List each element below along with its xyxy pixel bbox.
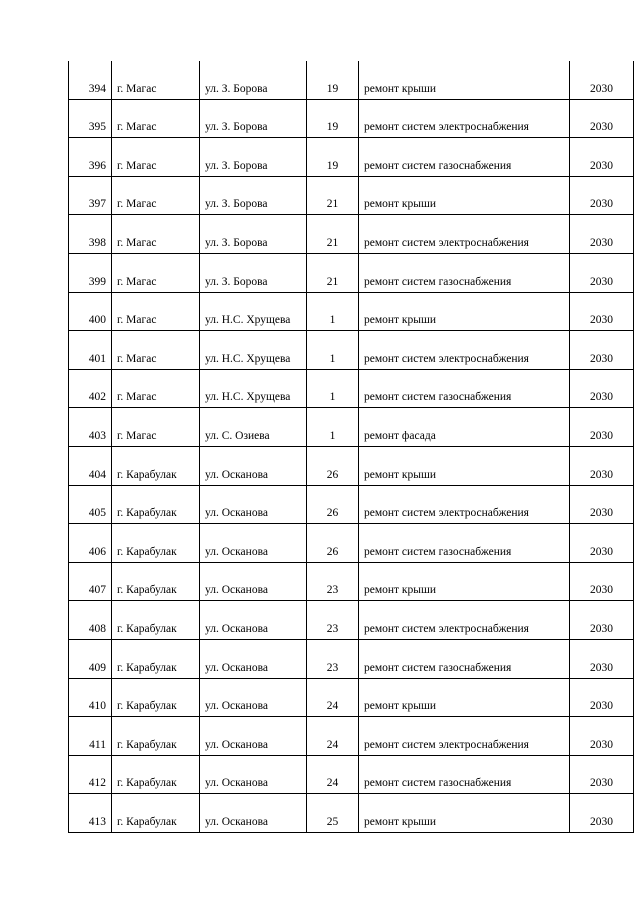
work-type-cell: ремонт систем электроснабжения: [359, 215, 570, 254]
house-number-cell: 1: [307, 369, 359, 408]
table-row: [69, 678, 634, 717]
table-body: [69, 61, 634, 832]
row-number-cell: 400: [69, 292, 112, 331]
city-cell: г. Карабулак: [112, 717, 200, 756]
row-number-cell: 395: [69, 99, 112, 138]
work-type-cell: ремонт систем электроснабжения: [359, 331, 570, 370]
work-type-cell: ремонт систем газоснабжения: [359, 639, 570, 678]
row-number-cell: 412: [69, 755, 112, 794]
house-number-cell: 1: [307, 292, 359, 331]
city-cell: г. Магас: [112, 99, 200, 138]
row-number-cell: 396: [69, 138, 112, 177]
year-cell: 2030: [570, 639, 634, 678]
row-number-cell: 402: [69, 369, 112, 408]
street-cell: ул. Н.С. Хрущева: [200, 292, 307, 331]
street-cell: ул. З. Борова: [200, 99, 307, 138]
year-cell: 2030: [570, 601, 634, 640]
city-cell: г. Магас: [112, 176, 200, 215]
city-cell: г. Магас: [112, 215, 200, 254]
city-cell: г. Карабулак: [112, 485, 200, 524]
year-cell: 2030: [570, 678, 634, 717]
year-cell: 2030: [570, 292, 634, 331]
row-number-cell: 397: [69, 176, 112, 215]
work-type-cell: ремонт систем электроснабжения: [359, 601, 570, 640]
year-cell: 2030: [570, 717, 634, 756]
street-cell: ул. З. Борова: [200, 138, 307, 177]
house-number-cell: 25: [307, 794, 359, 833]
house-number-cell: 21: [307, 176, 359, 215]
row-number-cell: 403: [69, 408, 112, 447]
year-cell: 2030: [570, 99, 634, 138]
table-row: [69, 369, 634, 408]
street-cell: ул. Осканова: [200, 639, 307, 678]
house-number-cell: 24: [307, 755, 359, 794]
table-row: [69, 215, 634, 254]
table-row: [69, 755, 634, 794]
work-type-cell: ремонт фасада: [359, 408, 570, 447]
year-cell: 2030: [570, 755, 634, 794]
city-cell: г. Карабулак: [112, 639, 200, 678]
table-row: [69, 794, 634, 833]
year-cell: 2030: [570, 794, 634, 833]
row-number-cell: 406: [69, 524, 112, 563]
table-row: [69, 485, 634, 524]
work-type-cell: ремонт крыши: [359, 794, 570, 833]
house-number-cell: 1: [307, 408, 359, 447]
year-cell: 2030: [570, 61, 634, 99]
street-cell: ул. Осканова: [200, 601, 307, 640]
row-number-cell: 399: [69, 253, 112, 292]
work-type-cell: ремонт крыши: [359, 446, 570, 485]
repair-schedule-table: [68, 61, 634, 833]
house-number-cell: 23: [307, 601, 359, 640]
house-number-cell: 23: [307, 639, 359, 678]
table-row: [69, 524, 634, 563]
row-number-cell: 409: [69, 639, 112, 678]
work-type-cell: ремонт систем электроснабжения: [359, 485, 570, 524]
row-number-cell: 394: [69, 61, 112, 99]
street-cell: ул. Осканова: [200, 794, 307, 833]
city-cell: г. Магас: [112, 331, 200, 370]
city-cell: г. Карабулак: [112, 678, 200, 717]
work-type-cell: ремонт систем электроснабжения: [359, 717, 570, 756]
table-row: [69, 408, 634, 447]
city-cell: г. Магас: [112, 369, 200, 408]
city-cell: г. Магас: [112, 138, 200, 177]
street-cell: ул. Осканова: [200, 562, 307, 601]
row-number-cell: 398: [69, 215, 112, 254]
house-number-cell: 19: [307, 99, 359, 138]
work-type-cell: ремонт крыши: [359, 562, 570, 601]
year-cell: 2030: [570, 485, 634, 524]
row-number-cell: 408: [69, 601, 112, 640]
city-cell: г. Магас: [112, 408, 200, 447]
year-cell: 2030: [570, 369, 634, 408]
street-cell: ул. Осканова: [200, 446, 307, 485]
street-cell: ул. С. Озиева: [200, 408, 307, 447]
table-row: [69, 331, 634, 370]
street-cell: ул. З. Борова: [200, 215, 307, 254]
street-cell: ул. Н.С. Хрущева: [200, 331, 307, 370]
work-type-cell: ремонт систем газоснабжения: [359, 524, 570, 563]
row-number-cell: 413: [69, 794, 112, 833]
table-row: [69, 176, 634, 215]
city-cell: г. Карабулак: [112, 446, 200, 485]
house-number-cell: 26: [307, 485, 359, 524]
repair-schedule-page: [68, 61, 634, 833]
work-type-cell: ремонт систем электроснабжения: [359, 99, 570, 138]
table-row: [69, 99, 634, 138]
house-number-cell: 21: [307, 253, 359, 292]
row-number-cell: 411: [69, 717, 112, 756]
year-cell: 2030: [570, 138, 634, 177]
city-cell: г. Карабулак: [112, 524, 200, 563]
city-cell: г. Карабулак: [112, 601, 200, 640]
table-row: [69, 61, 634, 99]
work-type-cell: ремонт систем газоснабжения: [359, 138, 570, 177]
year-cell: 2030: [570, 331, 634, 370]
table-row: [69, 253, 634, 292]
street-cell: ул. Н.С. Хрущева: [200, 369, 307, 408]
work-type-cell: ремонт крыши: [359, 176, 570, 215]
city-cell: г. Магас: [112, 253, 200, 292]
house-number-cell: 21: [307, 215, 359, 254]
street-cell: ул. Осканова: [200, 485, 307, 524]
street-cell: ул. Осканова: [200, 755, 307, 794]
city-cell: г. Карабулак: [112, 562, 200, 601]
work-type-cell: ремонт систем газоснабжения: [359, 369, 570, 408]
street-cell: ул. Осканова: [200, 678, 307, 717]
city-cell: г. Магас: [112, 61, 200, 99]
year-cell: 2030: [570, 408, 634, 447]
house-number-cell: 24: [307, 678, 359, 717]
street-cell: ул. З. Борова: [200, 253, 307, 292]
table-row: [69, 446, 634, 485]
table-row: [69, 138, 634, 177]
house-number-cell: 1: [307, 331, 359, 370]
table-row: [69, 717, 634, 756]
street-cell: ул. З. Борова: [200, 61, 307, 99]
row-number-cell: 405: [69, 485, 112, 524]
table-row: [69, 562, 634, 601]
city-cell: г. Карабулак: [112, 794, 200, 833]
year-cell: 2030: [570, 176, 634, 215]
house-number-cell: 26: [307, 446, 359, 485]
year-cell: 2030: [570, 562, 634, 601]
house-number-cell: 19: [307, 61, 359, 99]
row-number-cell: 404: [69, 446, 112, 485]
street-cell: ул. Осканова: [200, 717, 307, 756]
year-cell: 2030: [570, 253, 634, 292]
street-cell: ул. З. Борова: [200, 176, 307, 215]
work-type-cell: ремонт крыши: [359, 292, 570, 331]
house-number-cell: 26: [307, 524, 359, 563]
table-row: [69, 639, 634, 678]
year-cell: 2030: [570, 524, 634, 563]
house-number-cell: 23: [307, 562, 359, 601]
city-cell: г. Магас: [112, 292, 200, 331]
work-type-cell: ремонт крыши: [359, 678, 570, 717]
table-row: [69, 292, 634, 331]
year-cell: 2030: [570, 215, 634, 254]
house-number-cell: 19: [307, 138, 359, 177]
work-type-cell: ремонт систем газоснабжения: [359, 253, 570, 292]
year-cell: 2030: [570, 446, 634, 485]
street-cell: ул. Осканова: [200, 524, 307, 563]
row-number-cell: 407: [69, 562, 112, 601]
row-number-cell: 401: [69, 331, 112, 370]
work-type-cell: ремонт крыши: [359, 61, 570, 99]
house-number-cell: 24: [307, 717, 359, 756]
row-number-cell: 410: [69, 678, 112, 717]
city-cell: г. Карабулак: [112, 755, 200, 794]
work-type-cell: ремонт систем газоснабжения: [359, 755, 570, 794]
table-row: [69, 601, 634, 640]
